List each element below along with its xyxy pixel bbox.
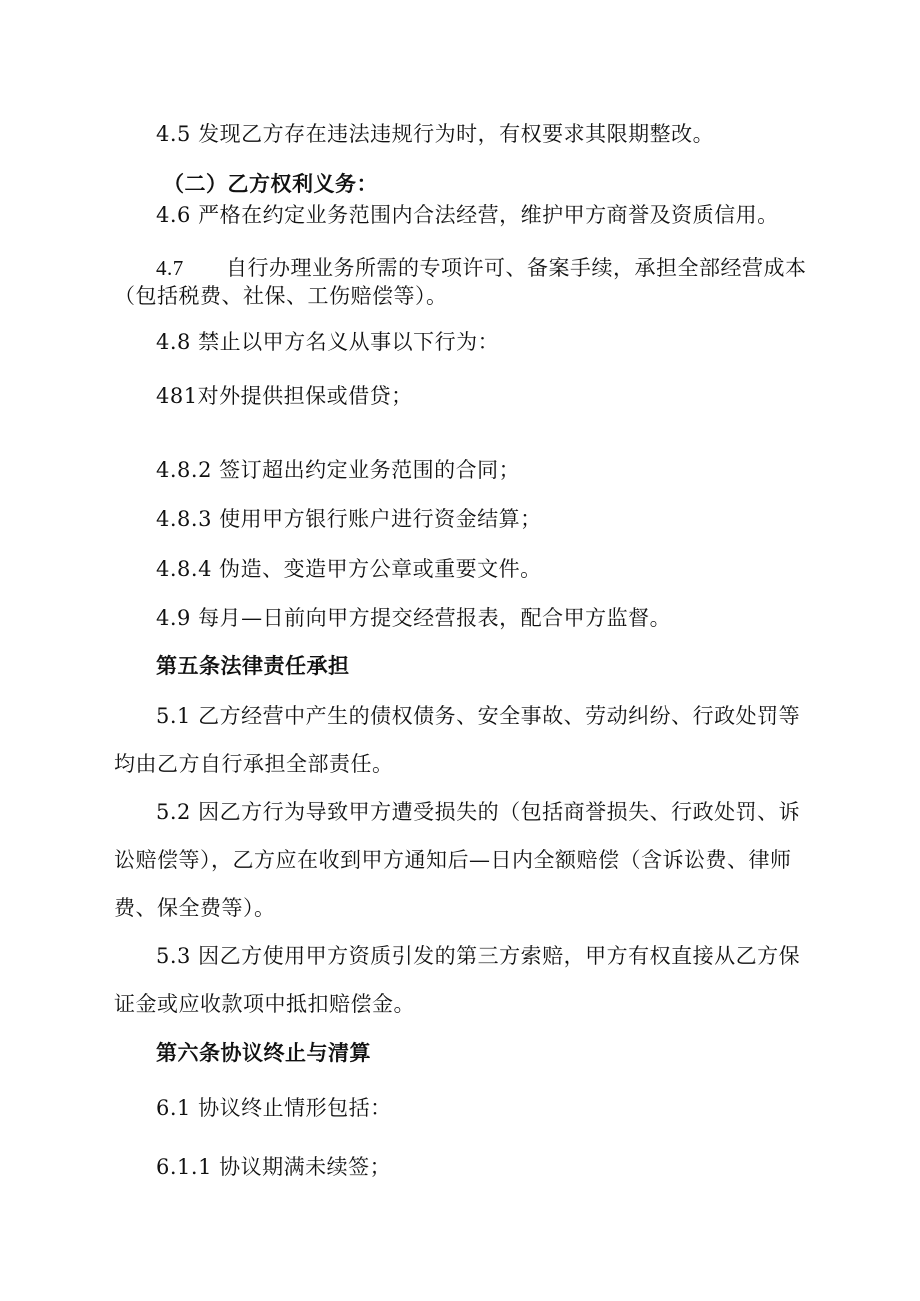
clause-5-1-line-1: 5.1 乙方经营中产生的债权债务、安全事故、劳动纠纷、行政处罚等 [156, 704, 801, 728]
clause-5-1-line-2: 均由乙方自行承担全部责任。 [114, 752, 394, 776]
clause-5-2-line-2: 讼赔偿等），乙方应在收到甲方通知后—日内全额赔偿（含诉讼费、律师 [114, 848, 792, 872]
clause-4-5: 4.5 发现乙方存在违法违规行为时，有权要求其限期整改。 [156, 122, 715, 146]
clause-5-2-line-3: 费、保全费等）。 [114, 896, 276, 920]
clause-4-8-4: 4.8.4 伪造、变造甲方公章或重要文件。 [156, 557, 542, 581]
clause-5-3-line-2: 证金或应收款项中抵扣赔偿金。 [114, 992, 415, 1016]
clause-4-9: 4.9 每月—日前向甲方提交经营报表，配合甲方监督。 [156, 606, 672, 630]
section-heading-party-b-rights: （二）乙方权利义务： [163, 171, 378, 196]
clause-4-6: 4.6 严格在约定业务范围内合法经营，维护甲方商誉及资质信用。 [156, 203, 779, 227]
article-5-heading: 第五条法律责任承担 [156, 653, 350, 678]
clause-4-7-line-1: 自行办理业务所需的专项许可、备案手续，承担全部经营成本 [226, 256, 807, 280]
clause-4-7-line-2: （包括税费、社保、工伤赔偿等）。 [114, 284, 448, 308]
clause-5-2-line-1: 5.2 因乙方行为导致甲方遭受损失的（包括商誉损失、行政处罚、诉 [156, 800, 801, 824]
clause-4-8-3: 4.8.3 使用甲方银行账户进行资金结算； [156, 507, 542, 531]
clause-4-8-1: 481对外提供担保或借贷； [156, 384, 413, 408]
clause-6-1-1: 6.1.1 协议期满未续签； [156, 1155, 392, 1179]
clause-4-8-2: 4.8.2 签订超出约定业务范围的合同； [156, 458, 521, 482]
clause-4-7-number: 4.7 [156, 256, 184, 280]
article-6-heading: 第六条协议终止与清算 [156, 1040, 371, 1065]
clause-5-3-line-1: 5.3 因乙方使用甲方资质引发的第三方索赔，甲方有权直接从乙方保 [156, 944, 801, 968]
clause-4-8: 4.8 禁止以甲方名义从事以下行为： [156, 330, 500, 354]
clause-6-1: 6.1 协议终止情形包括： [156, 1096, 392, 1120]
